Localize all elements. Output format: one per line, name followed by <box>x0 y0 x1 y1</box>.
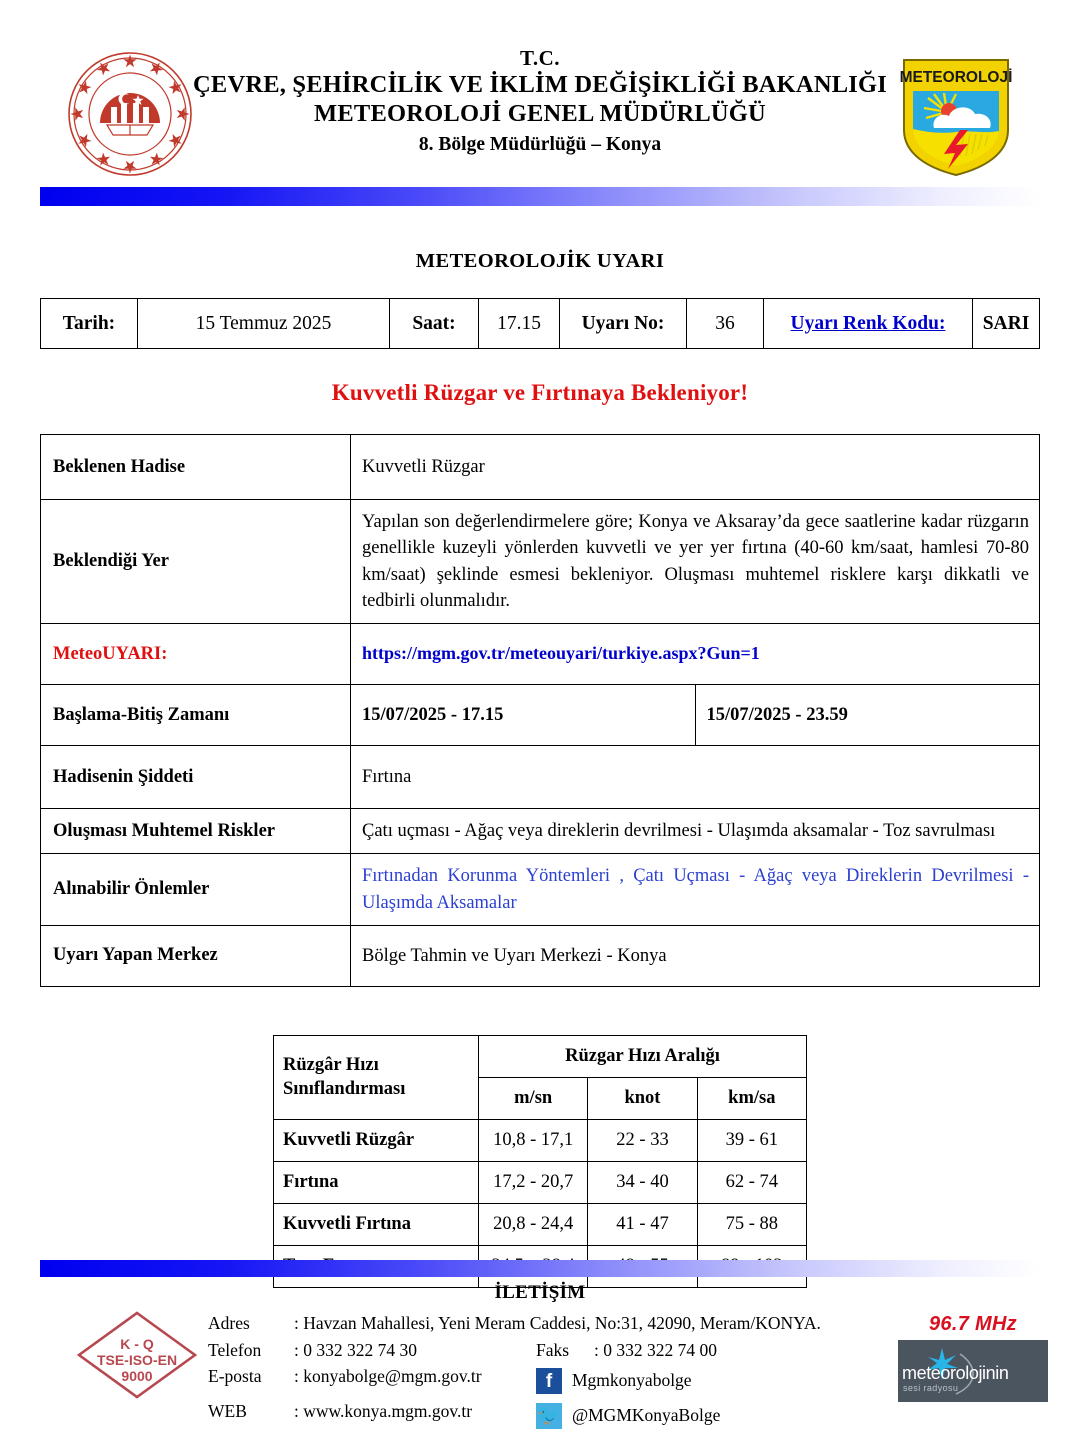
detail-row-measures <box>41 854 1040 926</box>
tse-iso-en-9000-logo-icon <box>73 1303 201 1407</box>
radio-subtitle-text: sesi radyosu <box>903 1383 959 1393</box>
facebook-glyph: f <box>545 1370 553 1392</box>
email-value[interactable]: : konyabolge@mgm.gov.tr <box>294 1366 482 1386</box>
severity-label: Hadisenin Şiddeti <box>41 746 351 809</box>
detail-row-event <box>41 435 1040 500</box>
contact-details <box>208 1315 821 1438</box>
contact-row-web <box>208 1403 821 1438</box>
warning-detail-table <box>40 434 1040 987</box>
risks-label: Oluşması Muhtemel Riskler <box>41 809 351 854</box>
address-label: Adres <box>208 1313 250 1333</box>
document-header <box>0 0 1080 181</box>
wind-unit-ms: m/sn <box>479 1077 588 1119</box>
event-label: Beklenen Hadise <box>41 435 351 500</box>
meteouyari-url-link[interactable]: https://mgm.gov.tr/meteouyari/turkiye.aspx?Gun=1 <box>362 642 760 663</box>
wind-table-header-row-1 <box>274 1035 807 1077</box>
radio-frequency: 96.7 MHz <box>929 1313 1017 1335</box>
wind-row-2-knot: 41 - 47 <box>588 1203 697 1245</box>
web-value[interactable]: : www.konya.mgm.gov.tr <box>294 1401 473 1421</box>
radio-logo-box <box>898 1340 1048 1402</box>
table-row <box>274 1161 807 1203</box>
phone-label: Telefon <box>208 1339 262 1360</box>
warning-headline: Kuvvetli Rüzgar ve Fırtınaya Bekleniyor! <box>331 380 749 405</box>
web-label: WEB <box>208 1401 247 1421</box>
wind-class-header: Rüzgâr Hızı Sınıflandırması <box>274 1035 479 1119</box>
meteoroloji-shield-icon <box>900 56 1012 178</box>
tse-line-3-text: 9000 <box>121 1368 153 1384</box>
center-value: Bölge Tahmin ve Uyarı Merkezi - Konya <box>351 925 1040 986</box>
period-start-value: 15/07/2025 - 17.15 <box>351 685 696 746</box>
twitter-glyph: 🐦 <box>537 1405 561 1427</box>
facebook-handle[interactable]: Mgmkonyabolge <box>572 1370 692 1391</box>
contact-row-phone <box>208 1342 821 1369</box>
wind-range-header: Rüzgar Hızı Aralığı <box>479 1035 807 1077</box>
wind-row-0-name: Kuvvetli Rüzgâr <box>274 1119 479 1161</box>
detail-row-center <box>41 925 1040 986</box>
period-label: Başlama-Bitiş Zamanı <box>41 685 351 746</box>
warning-no-value: 36 <box>687 299 764 349</box>
facebook-cell <box>536 1368 821 1403</box>
detail-row-risks <box>41 809 1040 854</box>
header-ministry-line-1: ÇEVRE, ŞEHİRCİLİK VE İKLİM DEĞİŞİKLİĞİ BAKANLIĞI <box>193 70 887 98</box>
page-title: METEOROLOJİK UYARI <box>415 250 665 272</box>
wind-row-1-ms: 17,2 - 20,7 <box>479 1161 588 1203</box>
radio-name-text: meteorolojinin <box>902 1363 1009 1383</box>
wind-row-0-knot: 22 - 33 <box>588 1119 697 1161</box>
contact-row-address <box>208 1315 821 1342</box>
location-value: Yapılan son değerlendirmelere göre; Konya ve Aksaray’da gece saatlerine kadar rüzgarın genellikle kuzeyli yönlerden kuvvetli ve yer yer fırtına (40-60 km/saat, hamlesi 70-80 km/saat) şeklinde esmesi bekleniyor. Oluşması muhtemel risklere karşı dikkatli ve tedbirli olunmalıdır. <box>351 500 1040 624</box>
ministry-seal-icon <box>67 51 193 177</box>
wind-row-2-name: Kuvvetli Fırtına <box>274 1203 479 1245</box>
phone-value: : 0 332 322 74 30 <box>294 1339 417 1360</box>
warning-info-row <box>41 299 1040 349</box>
wind-row-0-ms: 10,8 - 17,1 <box>479 1119 588 1161</box>
table-row <box>274 1203 807 1245</box>
severity-value: Fırtına <box>351 746 1040 809</box>
tse-line-2-text: TSE-ISO-EN <box>96 1352 178 1368</box>
table-row <box>274 1119 807 1161</box>
wind-row-1-name: Fırtına <box>274 1161 479 1203</box>
color-code-value: SARI <box>973 299 1040 349</box>
wind-row-1-kmh: 62 - 74 <box>697 1161 806 1203</box>
period-end-value: 15/07/2025 - 23.59 <box>695 685 1040 746</box>
warning-no-label: Uyarı No: <box>560 299 687 349</box>
meteouyari-label: MeteoUYARI: <box>41 624 351 685</box>
wind-row-2-kmh: 75 - 88 <box>697 1203 806 1245</box>
shield-label-text: METEOROLOJİ <box>900 69 1012 86</box>
header-gradient-rule <box>40 187 1040 206</box>
center-label: Uyarı Yapan Merkez <box>41 925 351 986</box>
detail-row-location <box>41 500 1040 624</box>
facebook-icon[interactable] <box>536 1368 562 1394</box>
wind-row-0-kmh: 39 - 61 <box>697 1119 806 1161</box>
radio-logo <box>898 1313 1048 1409</box>
twitter-cell <box>536 1403 821 1438</box>
measures-label: Alınabilir Önlemler <box>41 854 351 926</box>
header-ministry-line-2: METEOROLOJİ GENEL MÜDÜRLÜĞÜ <box>314 99 766 127</box>
risks-value: Çatı uçması - Ağaç veya direklerin devrilmesi - Ulaşımda aksamalar - Toz savrulması <box>351 809 1040 854</box>
fax-label: Faks <box>536 1339 570 1360</box>
email-label: E-posta <box>208 1366 262 1386</box>
twitter-handle[interactable]: @MGMKonyaBolge <box>572 1405 721 1426</box>
measures-value[interactable]: Fırtınadan Korunma Yöntemleri , Çatı Uçması - Ağaç veya Direklerin Devrilmesi - Ulaşımda Aksamalar <box>351 854 1040 926</box>
color-code-link[interactable]: Uyarı Renk Kodu: <box>790 312 946 334</box>
color-code-label-cell <box>764 299 973 349</box>
fax-value: : 0 332 322 74 00 <box>594 1339 717 1360</box>
date-label: Tarih: <box>41 299 138 349</box>
wind-row-1-knot: 34 - 40 <box>588 1161 697 1203</box>
address-value: : Havzan Mahallesi, Yeni Meram Caddesi, No:31, 42090, Meram/KONYA. <box>294 1313 821 1333</box>
header-tc-line: T.C. <box>519 46 561 70</box>
detail-row-period <box>41 685 1040 746</box>
event-value: Kuvvetli Rüzgar <box>351 435 1040 500</box>
contact-title: İLETİŞİM <box>494 1282 586 1303</box>
contact-row-email <box>208 1368 821 1403</box>
header-region-line: 8. Bölge Müdürlüğü – Konya <box>418 133 662 155</box>
detail-row-meteouyari <box>41 624 1040 685</box>
wind-row-2-ms: 20,8 - 24,4 <box>479 1203 588 1245</box>
time-value: 17.15 <box>479 299 560 349</box>
meteouyari-url-cell <box>351 624 1040 685</box>
date-value: 15 Temmuz 2025 <box>138 299 390 349</box>
wind-unit-kmh: km/sa <box>697 1077 806 1119</box>
wind-speed-classification-table <box>273 1035 807 1288</box>
tse-line-1-text: K - Q <box>120 1336 154 1352</box>
footer-gradient-rule <box>40 1260 1040 1277</box>
wind-unit-knot: knot <box>588 1077 697 1119</box>
time-label: Saat: <box>390 299 479 349</box>
twitter-icon[interactable] <box>536 1403 562 1429</box>
location-label: Beklendiği Yer <box>41 500 351 624</box>
detail-row-severity <box>41 746 1040 809</box>
warning-info-table <box>40 298 1040 349</box>
